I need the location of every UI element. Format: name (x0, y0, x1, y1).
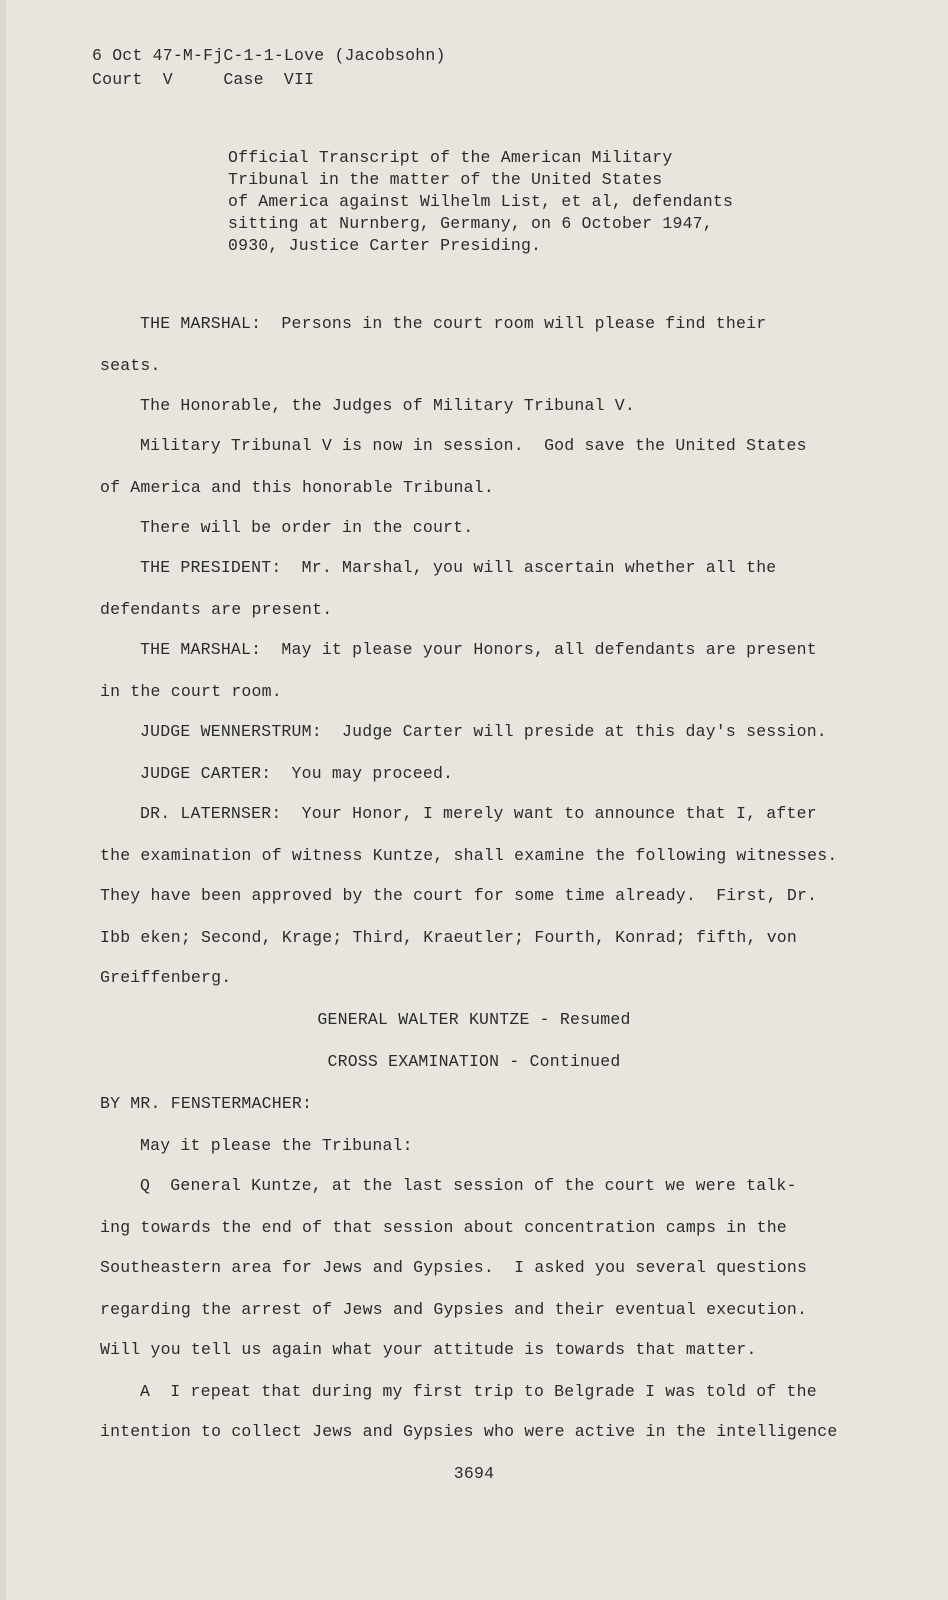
answer-line: A I repeat that during my first trip to Belgrade I was told of the (140, 1382, 817, 1401)
body-line: They have been approved by the court for some time already. First, Dr. (100, 886, 818, 905)
body-line: the examination of witness Kuntze, shall examine the following witnesses. (100, 846, 838, 865)
body-line: DR. LATERNSER: Your Honor, I merely want to announce that I, after (140, 804, 817, 823)
page-edge (0, 0, 6, 1600)
body-line: regarding the arrest of Jews and Gypsies and their eventual execution. (100, 1300, 808, 1319)
body-line: THE MARSHAL: Persons in the court room will please find their (140, 314, 767, 333)
body-line: JUDGE WENNERSTRUM: Judge Carter will preside at this day's session. (140, 722, 827, 741)
body-line: The Honorable, the Judges of Military Tribunal V. (140, 396, 635, 415)
title-line: Tribunal in the matter of the United States (228, 170, 663, 189)
title-line: sitting at Nurnberg, Germany, on 6 October 1947, (228, 214, 713, 233)
body-line: ing towards the end of that session about concentration camps in the (100, 1218, 787, 1237)
body-line: Southeastern area for Jews and Gypsies. I asked you several questions (100, 1258, 808, 1277)
body-line: in the court room. (100, 682, 282, 701)
body-line: intention to collect Jews and Gypsies who were active in the intelligence (100, 1422, 838, 1441)
body-line: defendants are present. (100, 600, 333, 619)
body-line: THE MARSHAL: May it please your Honors, all defendants are present (140, 640, 817, 659)
body-line: Ibb eken; Second, Krage; Third, Kraeutler; Fourth, Konrad; fifth, von (100, 928, 798, 947)
body-line: May it please the Tribunal: (140, 1136, 413, 1155)
body-line: JUDGE CARTER: You may proceed. (140, 764, 454, 783)
body-line: There will be order in the court. (140, 518, 474, 537)
body-line: Military Tribunal V is now in session. God save the United States (140, 436, 807, 455)
examiner-line: BY MR. FENSTERMACHER: (100, 1094, 313, 1113)
section-heading-witness: GENERAL WALTER KUNTZE - Resumed (317, 1010, 631, 1029)
body-line: Greiffenberg. (100, 968, 232, 987)
body-line: THE PRESIDENT: Mr. Marshal, you will ascertain whether all the (140, 558, 777, 577)
title-line: 0930, Justice Carter Presiding. (228, 236, 542, 255)
body-line: seats. (100, 356, 161, 375)
header-reference: 6 Oct 47-M-FjC-1-1-Love (Jacobsohn) (92, 46, 446, 65)
body-line: of America and this honorable Tribunal. (100, 478, 494, 497)
page-number: 3694 (453, 1464, 495, 1483)
body-line: Will you tell us again what your attitude is towards that matter. (100, 1340, 757, 1359)
section-heading-cross-examination: CROSS EXAMINATION - Continued (327, 1052, 621, 1071)
question-line: Q General Kuntze, at the last session of the court we were talk- (140, 1176, 797, 1195)
title-line: Official Transcript of the American Military (228, 148, 673, 167)
title-line: of America against Wilhelm List, et al, defendants (228, 192, 734, 211)
header-court-case: Court V Case VII (92, 70, 315, 89)
